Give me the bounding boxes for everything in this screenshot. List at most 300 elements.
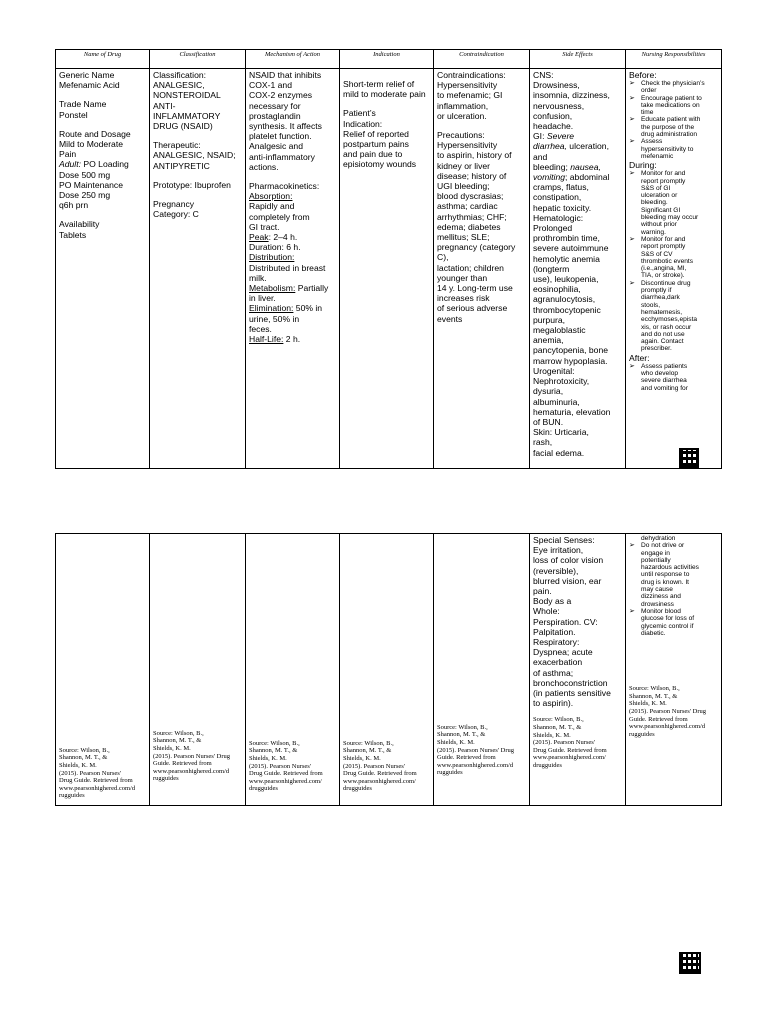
cell-line: diarrhea,dark — [641, 294, 680, 302]
cell-line: drug is known. It — [641, 578, 690, 586]
cell-line: until response to — [641, 571, 690, 579]
cell-line: Palpitation. — [533, 626, 576, 637]
cell-line: Shields, K. M. — [533, 731, 571, 739]
table-row — [56, 534, 722, 806]
cell-line: nervousness, — [533, 100, 585, 111]
cell-line: of asthma; — [533, 667, 574, 678]
distribution-label: Distribution: — [249, 252, 295, 263]
cell-line: potentially — [641, 556, 671, 564]
cell-line: Nephrotoxicity, — [533, 376, 590, 387]
cell-line: without prior — [641, 221, 677, 229]
list-item — [629, 542, 718, 608]
cell-line: Source: Wilson, B., — [343, 739, 394, 747]
cell-line — [533, 162, 622, 172]
cell-line: disease; history of — [437, 170, 507, 181]
cell-line: INFLAMMATORY — [153, 110, 221, 121]
cell-line: Patient’s — [343, 108, 376, 119]
cell-line: order — [641, 87, 657, 95]
cell-line: episiotomy wounds — [343, 159, 417, 170]
cell-line: Eye irritation, — [533, 545, 584, 556]
cell-line: anti-inflammatory — [249, 151, 315, 162]
cell-line: ➢ Monitor blood — [641, 607, 681, 615]
cell-text: Severe — [546, 131, 575, 142]
cell-line: to aspirin, history of — [437, 150, 512, 161]
cell-line: or ulceration. — [437, 110, 487, 121]
cell-line: pain. — [533, 586, 552, 597]
cell-line: arrhythmias; CHF; — [437, 211, 507, 222]
cell-line: ecchymoses,epista — [641, 316, 698, 324]
cell-line: (reversible), — [533, 565, 579, 576]
cell-line: Dose 250 mg — [59, 190, 111, 201]
cell-line: Shields, K. M. — [153, 745, 191, 753]
source-citation — [249, 740, 336, 793]
cell-line: headache. — [533, 121, 574, 132]
mechanism-cell — [246, 69, 340, 469]
cell-line: Source: Wilson, B., — [249, 739, 300, 747]
cell-line: Guide. Retrieved from — [153, 760, 212, 768]
cell-line: ➢ Discontinue drug — [641, 279, 691, 287]
source-cell — [150, 534, 246, 806]
cell-line: purpura, — [533, 314, 566, 325]
cell-text: 50% in — [293, 303, 323, 314]
cell-line: rugguides — [59, 792, 85, 800]
cell-line: Trade Name — [59, 99, 107, 110]
cell-line: the purpose of the — [641, 123, 695, 131]
cell-line: Duration: 6 h. — [249, 242, 301, 253]
cell-line: mefenamic — [641, 152, 674, 160]
source-citation — [437, 724, 526, 777]
cell-line: kidney or liver — [437, 160, 491, 171]
cell-line: albuminuria, — [533, 396, 580, 407]
cell-line: milk. — [249, 272, 267, 283]
cell-line: who develop — [641, 369, 679, 377]
cell-line: bleeding may occur — [641, 214, 699, 222]
cell-line: ➢ Check the physician’s — [641, 80, 705, 87]
cell-line: stools, — [641, 301, 661, 309]
cell-line: Mild to Moderate — [59, 139, 124, 150]
cell-line: S&S of GI — [641, 184, 671, 192]
cell-line: and — [533, 151, 548, 162]
cell-line: confusion, — [533, 110, 573, 121]
cell-line: Urogenital: — [533, 365, 575, 376]
cell-line: Significant GI — [641, 206, 681, 214]
header-side-effects: Side Effects — [530, 50, 626, 69]
cell-line: hematuria, elevation — [533, 406, 611, 417]
header-classification: Classification — [150, 50, 246, 69]
cell-line: www.pearsonhighered.com/d — [629, 723, 706, 731]
cell-line: prescriber. — [641, 345, 672, 353]
adult-label: Adult: — [59, 159, 81, 170]
side-effects-continued — [533, 535, 622, 708]
cell-line: Shannon, M. T., & — [343, 747, 392, 755]
cell-line: www.pearsonhighered.com/d — [437, 761, 514, 769]
source-citation — [59, 747, 146, 800]
cell-line: younger than — [437, 272, 488, 283]
cell-line: hypersensitivity to — [641, 145, 694, 153]
cell-text: 2 h. — [283, 334, 301, 345]
cell-line: Special Senses: — [533, 535, 595, 545]
cell-line: Shannon, M. T., & — [249, 747, 298, 755]
cell-line: xis, or rash occur — [641, 323, 692, 331]
cell-line: Prolonged — [533, 223, 573, 234]
cell-line: edema; diabetes — [437, 221, 501, 232]
source-citation — [343, 740, 430, 793]
cell-line: (2015). Pearson Nurses' Drug — [437, 746, 514, 754]
cell-line: ANTI- — [153, 100, 176, 111]
drug-study-table — [55, 49, 722, 469]
source-citation — [533, 716, 622, 769]
cell-line: Hypersensitivity — [437, 140, 498, 151]
cell-line: (2015). Pearson Nurses' — [59, 769, 122, 777]
cell-line: (i.e.,angina, MI, — [641, 265, 687, 273]
cell-line: Drug Guide. Retrieved from — [533, 746, 607, 754]
list-item — [629, 236, 718, 280]
cell-line: glucose for loss of — [641, 615, 695, 623]
peak-label: Peak — [249, 232, 269, 243]
nursing-continued — [629, 535, 718, 637]
cell-line: ulceration or — [641, 192, 678, 200]
cell-line: Shields, K. M. — [249, 755, 287, 763]
cell-line: (2015). Pearson Nurses' Drug — [629, 707, 706, 715]
classification-cell — [150, 69, 246, 469]
cell-line — [59, 159, 146, 169]
cell-line: cramps, flatus, — [533, 182, 589, 193]
cell-line: synthesis. It affects — [249, 121, 322, 132]
cell-line: ANALGESIC, — [153, 80, 205, 91]
cell-line: events — [437, 313, 463, 324]
cell-line: prothrombin time, — [533, 233, 600, 244]
cell-line: Short-term relief of — [343, 79, 415, 89]
cell-line: rugguides — [153, 775, 179, 783]
cell-line — [533, 141, 622, 151]
cell-text: nausea, — [570, 161, 601, 172]
during-label: During: — [629, 160, 657, 171]
cell-text: diarrhea, — [533, 141, 567, 152]
cell-line: Precautions: — [437, 130, 485, 141]
cell-line: q6h prn — [59, 200, 89, 211]
cell-line: hemolytic anemia — [533, 253, 600, 264]
cell-line: Pregnancy — [153, 199, 195, 210]
cell-line: feces. — [249, 323, 272, 334]
cell-line: ANTIPYRETIC — [153, 160, 210, 171]
cell-line: and pain due to — [343, 149, 403, 160]
cell-line: drug administration — [641, 131, 698, 139]
cell-line: ➢ Assess — [641, 138, 663, 146]
halflife-label: Half-Life: — [249, 334, 284, 345]
cell-line: hepatic toxicity. — [533, 202, 592, 213]
cell-line — [533, 131, 622, 141]
cell-line: Distributed in breast — [249, 262, 326, 273]
cell-line: report promptly — [641, 243, 686, 251]
cell-line — [249, 303, 336, 313]
cell-line: dizziness and — [641, 593, 681, 601]
cell-line: facial edema. — [533, 447, 585, 458]
cell-line: ➢ Encourage patient to — [641, 94, 702, 102]
cell-line: and do not use — [641, 330, 685, 338]
cell-line: GI tract. — [249, 221, 280, 232]
cell-line: in liver. — [249, 293, 276, 304]
cell-line: ➢ Monitor for and — [641, 235, 686, 243]
source-cell — [246, 534, 340, 806]
cell-line: Guide. Retrieved from — [437, 754, 496, 762]
header-contraindication: Contraindication — [434, 50, 530, 69]
cell-line: blurred vision, ear — [533, 575, 602, 586]
cell-text: vomiting — [533, 172, 565, 183]
cell-line: warning. — [641, 228, 666, 236]
list-item — [629, 138, 718, 160]
absorption-label: Absorption: — [249, 191, 293, 202]
cell-line: C), — [437, 252, 449, 263]
cell-line: mellitus; SLE; — [437, 232, 490, 243]
cell-line: pregnancy (category — [437, 242, 516, 253]
cell-line: Shannon, M. T., & — [59, 754, 108, 762]
source-citation — [153, 730, 242, 783]
cell-line: blood dyscrasias; — [437, 191, 504, 202]
cell-line: Drowsiness, — [533, 80, 580, 91]
cell-line: Shields, K. M. — [59, 762, 97, 770]
cell-line: Contraindications: — [437, 70, 506, 80]
list-item — [629, 280, 718, 353]
cell-line: Pharmacokinetics: — [249, 181, 320, 192]
cell-line: of serious adverse — [437, 303, 508, 314]
cell-line: Tablets — [59, 229, 87, 240]
header-row — [56, 50, 722, 69]
cell-line: mild to moderate pain — [343, 89, 426, 100]
cell-line: Dose 500 mg — [59, 169, 111, 180]
cell-line: asthma; cardiac — [437, 201, 498, 212]
cell-line: (2015). Pearson Nurses' Drug — [153, 752, 230, 760]
cell-line: dysuria, — [533, 386, 564, 397]
cell-line: PO Maintenance — [59, 179, 124, 190]
header-name-of-drug: Name of Drug — [56, 50, 150, 69]
cell-line: time — [641, 109, 654, 117]
cell-line: rugguides — [437, 769, 463, 777]
cell-line: diabetic. — [641, 629, 666, 637]
cell-line: Shannon, M. T., & — [533, 724, 582, 732]
cell-line: ➢ Do not drive or — [641, 542, 685, 550]
cell-text: ; abdominal — [565, 172, 610, 183]
cell-line: Route and Dosage — [59, 128, 131, 139]
cell-line: Shields, K. M. — [437, 739, 475, 747]
table-row — [56, 69, 722, 469]
cell-line: promptly if — [641, 287, 672, 295]
cell-line: urine, 50% in — [249, 313, 300, 324]
cell-line: Ponstel — [59, 109, 88, 120]
cell-line — [249, 283, 336, 293]
contraindication-cell — [434, 69, 530, 469]
elimination-label: Elimination: — [249, 303, 294, 314]
cell-line: constipation, — [533, 192, 582, 203]
cell-line: ➢ Monitor for and — [641, 170, 686, 178]
cell-line: Prototype: Ibuprofen — [153, 179, 231, 190]
cell-line: Hematologic: — [533, 212, 584, 223]
cell-line: severe autoimmune — [533, 243, 609, 254]
cell-line: lactation; children — [437, 262, 504, 273]
cell-line: Hypersensitivity — [437, 80, 498, 91]
cell-line: UGI bleeding; — [437, 181, 490, 192]
after-label: After: — [629, 352, 650, 363]
cell-line: bronchoconstriction — [533, 677, 608, 688]
cell-line: glycemic control if — [641, 622, 694, 630]
cell-line: Rapidly and — [249, 201, 295, 212]
cell-line: Shannon, M. T., & — [153, 737, 202, 745]
nursing-responsibilities-cell — [626, 69, 722, 469]
cell-line: dehydration — [641, 535, 676, 542]
cell-line: loss of color vision — [533, 555, 604, 566]
cell-line: 14 y. Long-term use — [437, 283, 513, 294]
cell-line: take medications on — [641, 101, 700, 109]
cell-line: Body as a — [533, 596, 572, 607]
cell-line: hazardous activities — [641, 564, 699, 572]
cell-line: Availability — [59, 219, 100, 230]
cell-line: thrombocytopenic — [533, 304, 601, 315]
cell-line: www.pearsonhighered.com/ — [533, 754, 606, 762]
cell-line: Source: Wilson, B., — [533, 716, 584, 724]
cell-line: S&S of CV — [641, 250, 673, 258]
cell-line: inflammation, — [437, 100, 489, 111]
cell-text: ulceration, — [566, 141, 609, 152]
side-effects-cell — [530, 534, 626, 806]
cell-text: GI: — [533, 131, 547, 142]
cell-line — [249, 334, 336, 344]
cell-line: NONSTEROIDAL — [153, 90, 221, 101]
cell-line: Drug Guide. Retrieved from — [249, 770, 323, 778]
cell-line: anemia, — [533, 335, 564, 346]
peak-value: : 2–4 h. — [268, 232, 298, 243]
cell-line: postpartum pains — [343, 139, 409, 150]
cell-line: to mefenamic; GI — [437, 90, 503, 101]
source-cell — [340, 534, 434, 806]
cell-line: (2015). Pearson Nurses' — [343, 762, 406, 770]
cell-line: exacerbation — [533, 657, 583, 668]
cell-line: drugguides — [533, 762, 562, 770]
drug-study-table-continued — [55, 533, 722, 806]
cell-line: drowsiness — [641, 600, 674, 608]
cell-text: PO Loading — [83, 159, 129, 170]
side-effects-cell — [530, 69, 626, 469]
cell-line: Mefenamic Acid — [59, 80, 120, 91]
cell-line: to aspirin). — [533, 698, 574, 709]
cell-line: (2015). Pearson Nurses' — [249, 762, 312, 770]
cell-line: use), leukopenia, — [533, 274, 599, 285]
cell-line: may cause — [641, 586, 673, 594]
cell-line: Source: Wilson, B., — [59, 746, 110, 754]
cell-line: Whole: — [533, 606, 560, 617]
cell-line: DRUG (NSAID) — [153, 121, 213, 132]
cell-line: www.pearsonhighered.com/ — [249, 777, 322, 785]
cell-text: Partially — [295, 283, 329, 294]
nursing-responsibilities-cell — [626, 534, 722, 806]
cell-line: www.pearsonhighered.com/d — [59, 784, 136, 792]
header-nursing-responsibilities: Nursing Responsibilities — [626, 50, 722, 69]
cell-line: of BUN. — [533, 416, 564, 427]
cell-line: rugguides — [629, 730, 655, 738]
cell-line: Guide. Retrieved from — [629, 715, 688, 723]
cell-line: (2015). Pearson Nurses' — [533, 739, 596, 747]
cell-line: engage in — [641, 549, 670, 557]
cell-line: COX-1 and — [249, 80, 292, 91]
cell-line: Therapeutic: — [153, 140, 201, 151]
cell-line: Source: Wilson, B., — [629, 685, 680, 693]
cell-line: actions. — [249, 161, 279, 172]
cell-line: www.pearsonhighered.com/ — [343, 777, 416, 785]
cell-line: TIA, or stroke). — [641, 272, 685, 280]
cell-line — [249, 232, 336, 242]
cell-line: www.pearsonhighered.com/d — [153, 767, 230, 775]
cell-line: drugguides — [343, 785, 372, 793]
cell-line: report promptly — [641, 177, 686, 185]
cell-line: rash, — [533, 437, 553, 448]
header-indication: Indication — [340, 50, 434, 69]
header-mechanism: Mechanism of Action — [246, 50, 340, 69]
cell-line: Shannon, M. T., & — [629, 692, 678, 700]
list-item — [629, 608, 718, 637]
cell-line: Pain — [59, 149, 77, 160]
cell-line: hematemesis, — [641, 308, 683, 316]
cell-line: Relief of reported — [343, 128, 409, 139]
cell-line: Perspiration. CV: — [533, 616, 598, 627]
cell-line: megaloblastic — [533, 325, 586, 336]
cell-line: Source: Wilson, B., — [437, 723, 488, 731]
cell-line: ➢ Assess patients — [641, 362, 688, 370]
cell-line: marrow hypoplasia. — [533, 355, 608, 366]
cell-line: Indication: — [343, 118, 383, 129]
cell-line: Drug Guide. Retrieved from — [343, 770, 417, 778]
cell-line: bleeding. — [641, 199, 668, 207]
cell-line: and vomiting for — [641, 384, 688, 392]
list-item — [629, 363, 718, 392]
cell-line: ➢ Educate patient with — [641, 116, 701, 124]
cell-line: Dyspnea; acute — [533, 647, 593, 658]
name-of-drug-cell — [56, 69, 150, 469]
list-item — [629, 80, 718, 95]
cell-line: Generic Name — [59, 70, 115, 80]
cell-line: drugguides — [249, 785, 278, 793]
cell-line: Respiratory: — [533, 637, 580, 648]
cell-line: Source: Wilson, B., — [153, 729, 204, 737]
cell-line: necessary for — [249, 100, 301, 111]
source-citation — [629, 685, 718, 738]
cell-line: ANALGESIC, NSAID; — [153, 150, 236, 161]
list-item — [629, 116, 718, 138]
qr-code-icon — [679, 952, 701, 974]
cell-line: eosinophilia, — [533, 284, 581, 295]
cell-line: (in patients sensitive — [533, 688, 611, 699]
metabolism-label: Metabolism: — [249, 283, 296, 294]
indication-cell — [340, 69, 434, 469]
list-item — [629, 170, 718, 236]
cell-line: increases risk — [437, 293, 490, 304]
cell-line: Drug Guide. Retrieved from — [59, 777, 133, 785]
cell-line: COX-2 enzymes — [249, 90, 313, 101]
cell-line: thrombotic events — [641, 257, 694, 265]
cell-line: NSAID that inhibits — [249, 70, 322, 80]
cell-line: (longterm — [533, 263, 570, 274]
cell-line: Analgesic and — [249, 141, 303, 152]
cell-line: CNS: — [533, 70, 554, 80]
qr-code-icon — [679, 448, 699, 468]
cell-line: Shields, K. M. — [629, 700, 667, 708]
cell-line: Classification: — [153, 70, 207, 80]
cell-line: completely from — [249, 211, 310, 222]
cell-line: Category: C — [153, 209, 199, 220]
cell-line: Skin: Urticaria, — [533, 427, 589, 438]
cell-text: bleeding; — [533, 161, 571, 172]
cell-line — [533, 172, 622, 182]
cell-line: platelet function. — [249, 131, 312, 142]
list-item — [629, 95, 718, 117]
cell-line: insomnia, dizziness, — [533, 90, 610, 101]
